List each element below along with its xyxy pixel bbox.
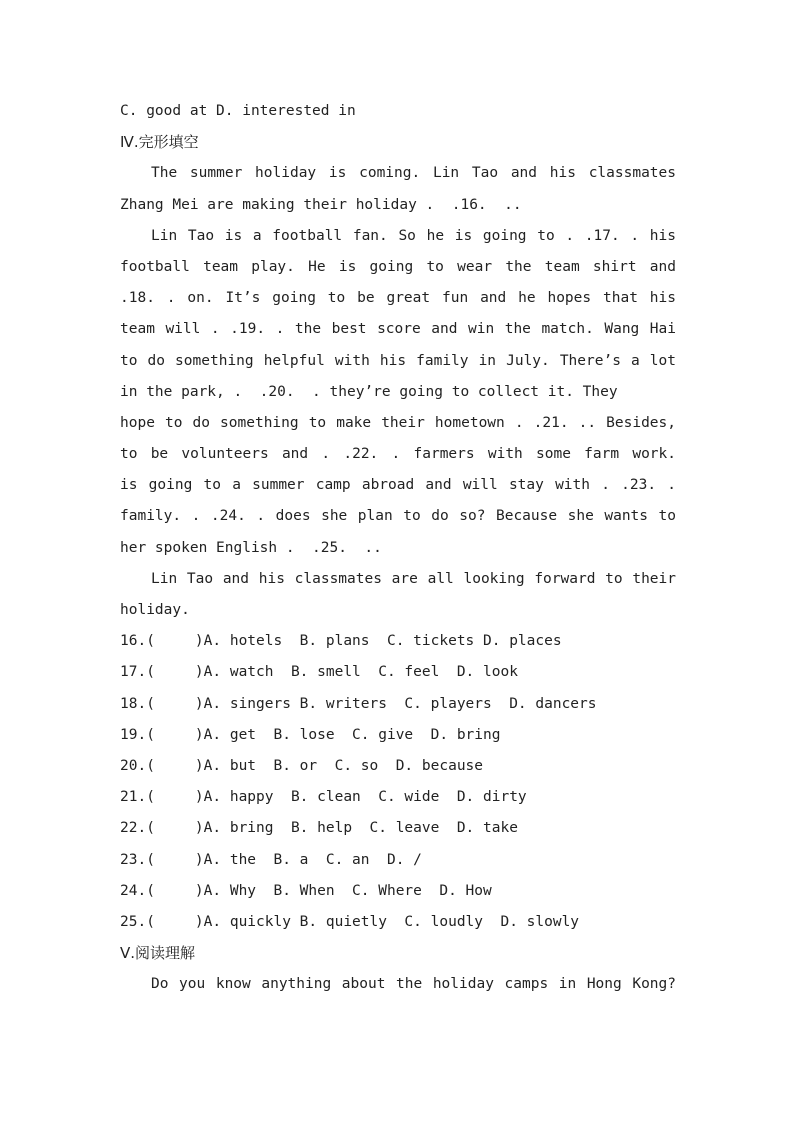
passage-line: .18. . on. It’s going to be great fun and he hopes that his (120, 290, 676, 307)
passage-line: her spoken English . .25. .. (120, 539, 382, 556)
question-item (120, 845, 676, 876)
question-number: 18.( (120, 695, 155, 712)
question-number: 25.( (120, 913, 155, 930)
question-options: )A. quickly B. quietly C. loudly D. slowly (194, 913, 580, 930)
question-options: )A. bring B. help C. leave D. take (194, 820, 518, 837)
question-number: 22.( (120, 820, 155, 837)
question-item (120, 751, 676, 782)
question-item (120, 813, 676, 844)
section-5-title: Ⅴ.阅读理解 (120, 944, 196, 963)
question-number: 21.( (120, 789, 155, 806)
cloze-passage (120, 158, 676, 626)
question-item (120, 626, 676, 657)
question-number: 23.( (120, 851, 155, 868)
passage-line: hope to do something to make their hometown . .21. .. Besides, (120, 414, 676, 431)
question-item (120, 720, 676, 751)
passage-line: family. . .24. . does she plan to do so? Because she wants to (120, 508, 676, 525)
document-page (120, 96, 676, 1000)
passage-line: Zhang Mei are making their holiday . .16. .. (120, 196, 522, 213)
question-item (120, 782, 676, 813)
question-item (120, 657, 676, 688)
question-options: )A. watch B. smell C. feel D. look (194, 664, 518, 681)
passage-line: Lin Tao and his classmates are all looking forward to their (151, 570, 676, 587)
question-options: )A. but B. or C. so D. because (194, 757, 484, 774)
passage-line: is going to a summer camp abroad and will stay with . .23. . (120, 477, 676, 494)
question-options: )A. hotels B. plans C. tickets D. places (194, 633, 562, 650)
passage-line: The summer holiday is coming. Lin Tao and his classmates (151, 165, 676, 182)
section-4-title: Ⅳ.完形填空 (120, 133, 199, 152)
reading-passage-line: Do you know anything about the holiday camps in Hong Kong? (151, 976, 676, 993)
passage-line: to do something helpful with his family in July. There’s a lot (120, 352, 676, 369)
question-number: 20.( (120, 757, 155, 774)
question-options: )A. the B. a C. an D. / (194, 851, 422, 868)
question-item (120, 689, 676, 720)
passage-line: in the park, . .20. . they’re going to collect it. They (120, 383, 618, 400)
question-item (120, 876, 676, 907)
question-number: 16.( (120, 633, 155, 650)
question-options: )A. singers B. writers C. players D. dancers (194, 695, 597, 712)
question-options: )A. get B. lose C. give D. bring (194, 726, 501, 743)
question-number: 17.( (120, 664, 155, 681)
question-number: 19.( (120, 726, 155, 743)
question-options: )A. Why B. When C. Where D. How (194, 882, 492, 899)
question-list (120, 626, 676, 938)
passage-line: football team play. He is going to wear the team shirt and (120, 258, 676, 275)
passage-line: holiday. (120, 602, 190, 618)
options-line: C. good at D. interested in (120, 103, 356, 119)
question-options: )A. happy B. clean C. wide D. dirty (194, 789, 527, 806)
question-number: 24.( (120, 882, 155, 899)
passage-line: to be volunteers and . .22. . farmers with some farm work. (120, 446, 676, 463)
passage-line: team will . .19. . the best score and win the match. Wang Hai (120, 321, 676, 338)
question-item (120, 907, 676, 938)
passage-line: Lin Tao is a football fan. So he is going to . .17. . his (151, 227, 676, 244)
